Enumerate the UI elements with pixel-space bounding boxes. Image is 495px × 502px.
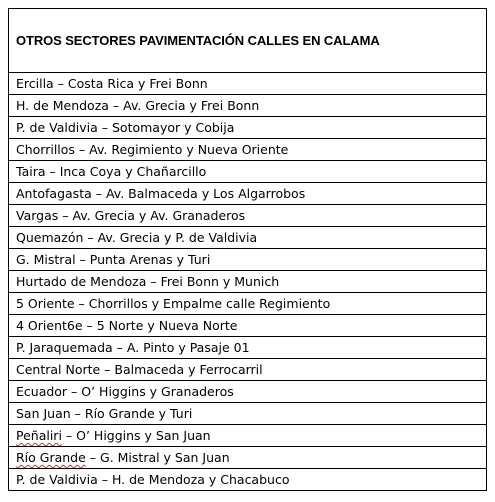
table-row	[9, 403, 487, 425]
street-segment-cell: Vargas – Av. Grecia y Av. Granaderos	[9, 205, 487, 227]
street-segment-cell: Ecuador – O’ Higgins y Granaderos	[9, 381, 487, 403]
table-row	[9, 139, 487, 161]
table-row	[9, 469, 487, 491]
table-row	[9, 95, 487, 117]
table-row	[9, 205, 487, 227]
street-segment-cell: Antofagasta – Av. Balmaceda y Los Algarrobos	[9, 183, 487, 205]
street-segment-cell: P. de Valdivia – Sotomayor y Cobija	[9, 117, 487, 139]
street-segment-cell: H. de Mendoza – Av. Grecia y Frei Bonn	[9, 95, 487, 117]
table-row	[9, 161, 487, 183]
table-row	[9, 271, 487, 293]
streets-table-body	[9, 9, 487, 491]
street-segment-cell	[9, 447, 487, 469]
street-segment-cell: Central Norte – Balmaceda y Ferrocarril	[9, 359, 487, 381]
table-row	[9, 315, 487, 337]
street-segment-cell: Ercilla – Costa Rica y Frei Bonn	[9, 73, 487, 95]
spellcheck-flagged-word: Peñaliri	[16, 428, 62, 443]
street-segment-cell: Chorrillos – Av. Regimiento y Nueva Oriente	[9, 139, 487, 161]
table-row	[9, 293, 487, 315]
street-segment-cell: San Juan – Río Grande y Turi	[9, 403, 487, 425]
table-row	[9, 425, 487, 447]
street-segment-cell: P. Jaraquemada – A. Pinto y Pasaje 01	[9, 337, 487, 359]
table-row	[9, 359, 487, 381]
table-row	[9, 73, 487, 95]
street-segment-cell: G. Mistral – Punta Arenas y Turi	[9, 249, 487, 271]
table-row	[9, 249, 487, 271]
street-segment-cell: Hurtado de Mendoza – Frei Bonn y Munich	[9, 271, 487, 293]
street-segment-cell: 5 Oriente – Chorrillos y Empalme calle Regimiento	[9, 293, 487, 315]
street-segment-cell	[9, 425, 487, 447]
table-header-cell: OTROS SECTORES PAVIMENTACIÓN CALLES EN CALAMA	[9, 9, 487, 73]
table-row	[9, 337, 487, 359]
street-segment-cell: P. de Valdivia – H. de Mendoza y Chacabuco	[9, 469, 487, 491]
streets-table	[8, 8, 487, 491]
table-header-row	[9, 9, 487, 73]
table-row	[9, 447, 487, 469]
table-row	[9, 381, 487, 403]
street-segment-cell: Quemazón – Av. Grecia y P. de Valdivia	[9, 227, 487, 249]
street-segment-cell: 4 Orient6e – 5 Norte y Nueva Norte	[9, 315, 487, 337]
table-row	[9, 183, 487, 205]
table-row	[9, 117, 487, 139]
spellcheck-flagged-word: Río Grande	[16, 450, 86, 465]
street-segment-rest: – G. Mistral y San Juan	[85, 450, 230, 465]
street-segment-rest: – O’ Higgins y San Juan	[61, 428, 211, 443]
street-segment-cell: Taira – Inca Coya y Chañarcillo	[9, 161, 487, 183]
table-row	[9, 227, 487, 249]
